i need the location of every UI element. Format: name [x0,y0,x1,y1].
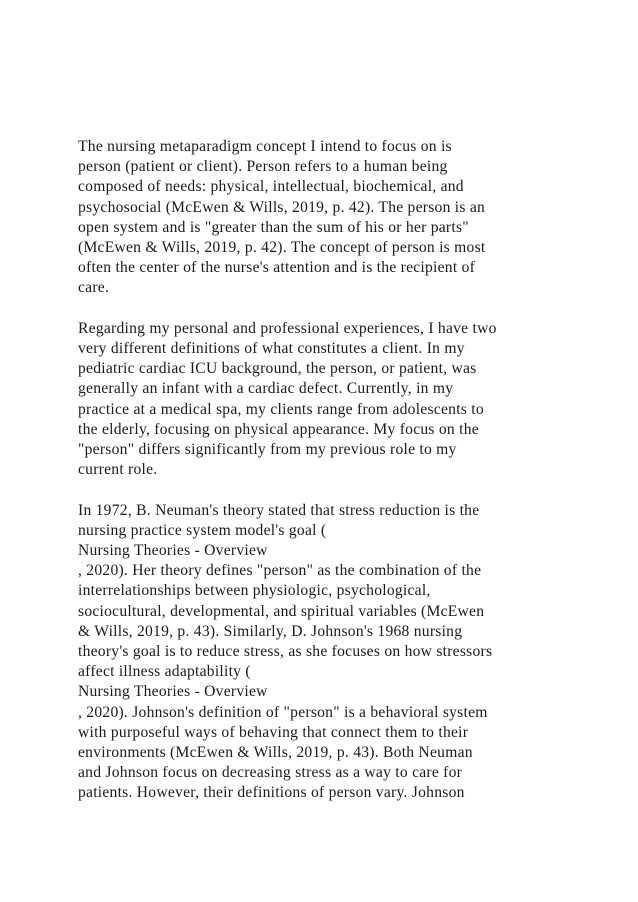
text-line: open system and is "greater than the sum of his or her parts" [78,218,469,236]
text-line: The nursing metaparadigm concept I intend to focus on is [78,138,452,155]
text-line: Regarding my personal and professional experiences, I have two [78,319,497,337]
text-line: pediatric cardiac ICU background, the person, or patient, was [78,360,477,378]
text-line: generally an infant with a cardiac defect. Currently, in my [78,380,454,398]
text-line: patients. However, their definitions of person vary. Johnson [78,784,465,802]
text-line: sociocultural, developmental, and spiritual variables (McEwen [78,602,485,620]
paragraph-neuman-johnson-theories [78,501,618,804]
text-line: and Johnson focus on decreasing stress as a way to care for [78,764,463,782]
text-line: care. [78,279,110,297]
text-line: environments (McEwen & Wills, 2019, p. 43). Both Neuman [78,744,473,762]
text-line: current role. [78,461,158,479]
text-line: composed of needs: physical, intellectual, biochemical, and [78,178,464,196]
text-line: psychosocial (McEwen & Wills, 2019, p. 42). The person is an [78,198,486,216]
text-line: with purposeful ways of behaving that connect them to their [78,723,469,741]
citation-source-line: Nursing Theories - Overview [78,683,268,701]
paragraph-metaparadigm-concept [78,137,618,299]
text-line: interrelationships between physiologic, psychological, [78,582,431,600]
text-line: In 1972, B. Neuman's theory stated that stress reduction is the [78,501,480,519]
text-line: & Wills, 2019, p. 43). Similarly, D. Johnson's 1968 nursing [78,622,463,640]
paragraph-personal-experiences [78,319,618,481]
text-line: theory's goal is to reduce stress, as she focuses on how stressors [78,643,493,661]
text-line: "person" differs significantly from my previous role to my [78,441,457,459]
text-line: person (patient or client). Person refers to a human being [78,158,448,176]
text-line: often the center of the nurse's attention and is the recipient of [78,259,476,277]
text-line: the elderly, focusing on physical appearance. My focus on the [78,420,479,438]
document-body [78,137,618,824]
text-line: nursing practice system model's goal ( [78,521,327,539]
text-line: very different definitions of what constitutes a client. In my [78,340,465,358]
text-line: affect illness adaptability ( [78,663,251,681]
text-line: , 2020). Her theory defines "person" as the combination of the [78,562,482,580]
citation-source-line: Nursing Theories - Overview [78,542,268,560]
text-line: (McEwen & Wills, 2019, p. 42). The concept of person is most [78,239,486,257]
text-line: practice at a medical spa, my clients range from adolescents to [78,400,484,418]
text-line: , 2020). Johnson's definition of "person" is a behavioral system [78,703,488,721]
